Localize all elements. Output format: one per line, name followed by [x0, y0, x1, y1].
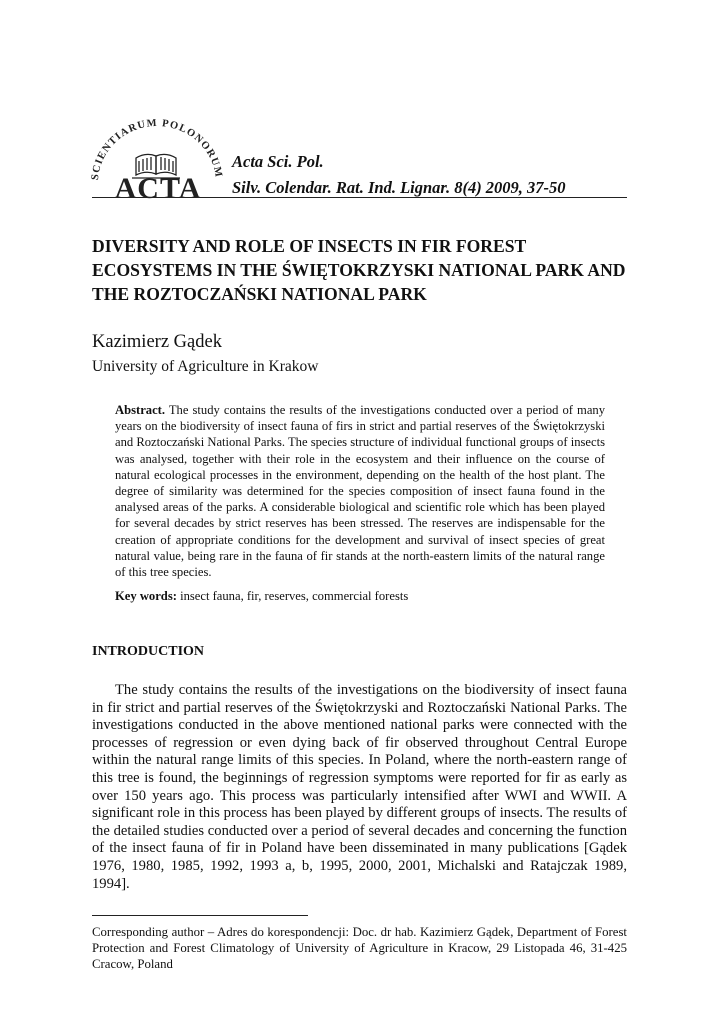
keywords-label: Key words:	[115, 589, 177, 603]
abstract-label: Abstract.	[115, 403, 166, 417]
journal-series: Silv. Colendar. Rat. Ind. Lignar. 8(4) 2009, 37-50	[232, 178, 566, 197]
author-affiliation: University of Agriculture in Krakow	[92, 358, 319, 375]
corresponding-author-footnote: Corresponding author – Adres do korespondencji: Doc. dr hab. Kazimierz Gądek, Department of Forest Protection and Forest Climatology of University of Agriculture in Kracow, 29 Listopada 46, 31-425 Cracow, Poland	[92, 925, 627, 972]
section-heading-introduction: INTRODUCTION	[92, 644, 205, 659]
abstract	[115, 402, 605, 580]
abstract-text: The study contains the results of the investigations conducted over a period of many years on the biodiversity of insect fauna of firs in strict and partial reserves of the Świętokrzyski and Roztoczański National Parks. The species structure of individual functional groups of insects was analysed, together with their role in the ecosystem and their influence on the course of natural ecological processes in the environment, depending on the health of the host plant. The degree of similarity was determined for the species composition of insect fauna found in the analysed areas of the parks. A considerable biological and scientific role which has been played for several decades by strict reserves has been stressed. The reserves are indispensable for the creation of appropriate conditions for the development and survival of insect species of great natural value, being rare in the fauna of fir stands at the north-eastern limits of the natural range of this tree species.	[115, 403, 606, 580]
header-rule	[92, 197, 627, 198]
introduction-paragraph: The study contains the results of the investigations on the biodiversity of insect fauna in fir strict and partial reserves of the Świętokrzyski and Roztoczański National Parks. The investigations conducted in the above mentioned national parks were connected with the processes of regression or even dying back of fir observed throughout Central Europe within the natural range limits of this species. In Poland, where the north-eastern range of this tree is found, the beginnings of regression symptoms were reported for fir as early as over 150 years ago. This process was particularly intensified after WWI and WWII. A significant role in this process has been played by different groups of insects. The results of the detailed studies conducted over a period of several decades and concerning the function of the insect fauna of fir in Poland have been disseminated in many publications [Gądek 1976, 1980, 1985, 1992, 1993 a, b, 1995, 2000, 2001, Michalski and Ratajczak 1989, 1994].	[92, 682, 627, 892]
logo-arc-text: SCIENTIARUM POLONORUM	[89, 117, 224, 181]
author-name: Kazimierz Gądek	[92, 332, 222, 352]
keywords	[115, 588, 615, 604]
article-title: DIVERSITY AND ROLE OF INSECTS IN FIR FOREST ECOSYSTEMS IN THE ŚWIĘTOKRZYSKI NATIONAL PARK AND THE ROZTOCZAŃSKI NATIONAL PARK	[92, 236, 626, 304]
acta-logo-icon	[88, 112, 228, 202]
journal-citation	[232, 149, 566, 201]
footnote-rule	[92, 915, 308, 916]
keywords-text: insect fauna, fir, reserves, commercial forests	[180, 589, 409, 603]
logo-acta-text: ACTA	[114, 172, 202, 202]
journal-short-title: Acta Sci. Pol.	[232, 152, 324, 171]
journal-logo	[88, 112, 228, 202]
